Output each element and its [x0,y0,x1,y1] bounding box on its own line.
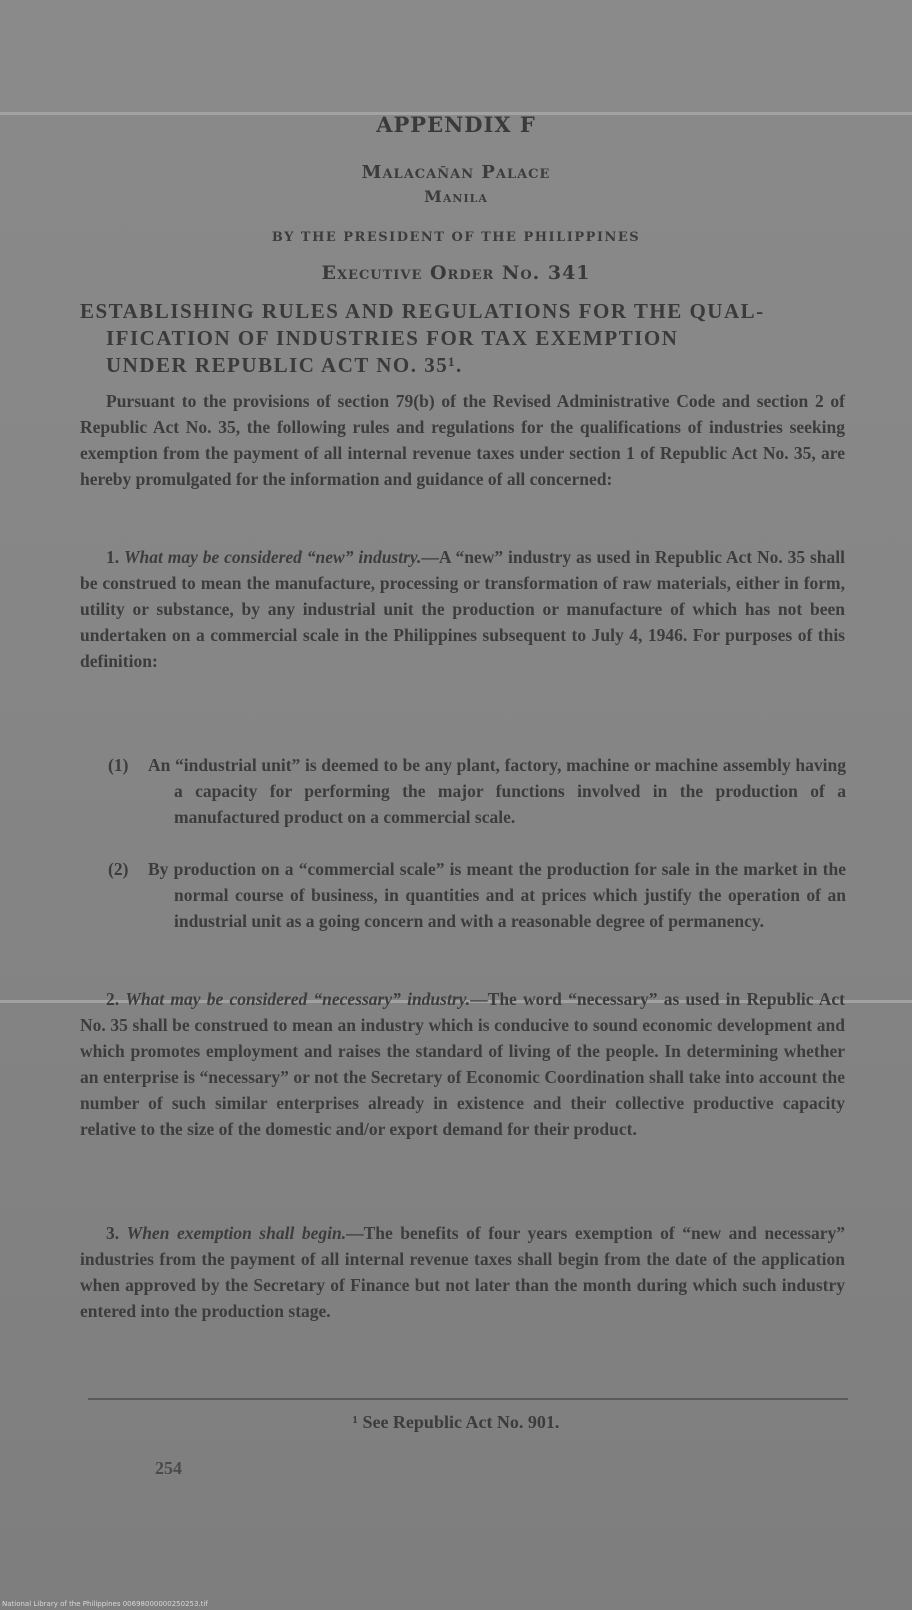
section-3 [80,1220,845,1324]
intro-paragraph [80,388,845,492]
section-1-body: —A “new” industry as used in Republic Act No. 35 shall be construed to mean the manufacture, processing or transformation of raw materials, either in form, utility or substance, by any industrial unit the production or manufacture of which has not been undertaken on a commercial scale in the Philippines subsequent to July 4, 1946. For purposes of this definition: [80,547,845,671]
heading-line: UNDER REPUBLIC ACT NO. 35¹. [106,353,463,377]
item-text: An “industrial unit” is deemed to be any plant, factory, machine or machine assembly having a capacity for performing the major functions involved in the production of a manufactured product on a commercial scale. [148,755,846,827]
list-item [108,856,846,934]
footnote: ¹ See Republic Act No. 901. [352,1412,560,1432]
section-1 [80,544,845,674]
section-number: 3. [106,1223,127,1243]
intro-text: Pursuant to the provisions of section 79(b) of the Revised Administrative Code and section 2 of Republic Act No. 35, the following rules and regulations for the qualifications of industries seeking exemption from the payment of all internal revenue taxes under section 1 of Republic Act No. 35, are hereby promulgated for the information and guidance of all concerned: [80,391,845,489]
appendix-label: APPENDIX F [376,112,536,137]
issuer-line: BY THE PRESIDENT OF THE PHILIPPINES [271,230,641,245]
order-heading [80,298,850,379]
section-3-title: When exemption shall begin. [126,1223,347,1243]
section-2-body: —The word “necessary” as used in Republic Act No. 35 shall be construed to mean an industry which is conducive to sound economic development and which promotes employment and raises the standard of living of the people. In determining whether an enterprise is “necessary” or not the Secretary of Economic Coordination shall take into account the number of such similar enterprises already in existence and their collective productive capacity relative to the size of the domestic and/or export demand for their product. [80,989,846,1139]
section-2-title: What may be considered “necessary” industry. [125,989,471,1009]
heading-line: ESTABLISHING RULES AND REGULATIONS FOR THE QUAL- [80,299,765,323]
order-title: Executive Order No. 341 [321,262,591,284]
section-number: 2. [106,989,126,1009]
footnote-rule [88,1398,848,1400]
item-number: (1) [108,755,129,775]
section-1-title: What may be considered “new” industry. [124,547,422,567]
section-3-body: —The benefits of four years exemption of “new and necessary” industries from the payment of all internal revenue taxes shall begin from the date of the application when approved by the Secretary of Finance but not later than the month during which such industry entered into the production stage. [80,1223,845,1321]
page-number: 254 [155,1458,182,1478]
section-number: 1. [106,547,124,567]
section-2 [80,986,845,1142]
list-item [108,752,846,830]
city-name: Manila [424,187,488,206]
item-number: (2) [108,859,129,879]
palace-name: Malacañan Palace [361,162,551,183]
item-text: By production on a “commercial scale” is meant the production for sale in the market in the normal course of business, in quantities and at prices which justify the operation of an industrial unit as a going concern and with a reasonable degree of permanency. [148,859,846,931]
archive-watermark: National Library of the Philippines 00698000000250253.tif [2,1600,208,1608]
heading-line: IFICATION OF INDUSTRIES FOR TAX EXEMPTION [106,326,679,350]
